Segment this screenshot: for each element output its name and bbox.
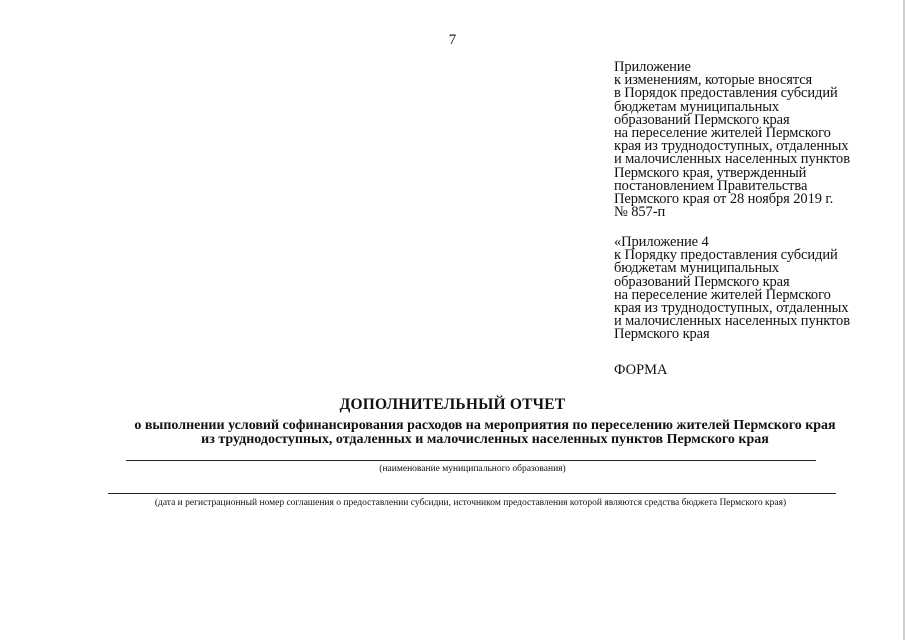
appendix-line: Пермского края от 28 ноября 2019 г. bbox=[614, 191, 834, 208]
municipality-fill-line[interactable] bbox=[126, 460, 816, 461]
appendix-line: Приложение bbox=[614, 59, 691, 75]
report-subtitle-line: о выполнении условий софинансирования расходов на мероприятия по переселению жителей Пермского края bbox=[134, 418, 836, 433]
agreement-fill-line[interactable] bbox=[108, 493, 836, 494]
appendix-4-header bbox=[614, 236, 899, 342]
appendix-4-line: на переселение жителей Пермского bbox=[614, 286, 831, 303]
appendix-4-line: к Порядку предоставления субсидий bbox=[614, 247, 838, 264]
appendix-header bbox=[614, 61, 899, 219]
appendix-4-line: бюджетам муниципальных bbox=[614, 260, 780, 277]
report-title: ДОПОЛНИТЕЛЬНЫЙ ОТЧЕТ bbox=[339, 396, 566, 413]
appendix-line: № 857-п bbox=[614, 204, 666, 221]
appendix-line: Пермского края, утвержденный bbox=[614, 164, 807, 181]
appendix-4-line: образований Пермского края bbox=[614, 273, 790, 290]
appendix-line: в Порядок предоставления субсидий bbox=[614, 85, 838, 102]
appendix-4-line: Пермского края bbox=[614, 326, 710, 343]
appendix-line: к изменениям, которые вносятся bbox=[614, 72, 813, 89]
appendix-line: образований Пермского края bbox=[614, 111, 790, 128]
appendix-4-line: и малочисленных населенных пунктов bbox=[614, 313, 850, 330]
form-label: ФОРМА bbox=[614, 362, 668, 378]
appendix-line: бюджетам муниципальных bbox=[614, 98, 780, 115]
appendix-line: и малочисленных населенных пунктов bbox=[614, 151, 850, 168]
appendix-4-line: «Приложение 4 bbox=[614, 234, 709, 250]
appendix-line: на переселение жителей Пермского bbox=[614, 125, 831, 142]
report-subtitle bbox=[60, 419, 905, 446]
appendix-4-line: края из труднодоступных, отдаленных bbox=[614, 300, 849, 317]
municipality-caption: (наименование муниципального образования) bbox=[379, 464, 566, 474]
page-number: 7 bbox=[448, 32, 457, 48]
appendix-line: постановлением Правительства bbox=[614, 177, 808, 194]
report-subtitle-line: из труднодоступных, отдаленных и малочисленных населенных пунктов Пермского края bbox=[201, 431, 769, 447]
agreement-caption: (дата и регистрационный номер соглашения о предоставлении субсидии, источником предоставления которой являются средства бюджета Пермского края) bbox=[154, 498, 787, 508]
appendix-line: края из труднодоступных, отдаленных bbox=[614, 138, 849, 155]
